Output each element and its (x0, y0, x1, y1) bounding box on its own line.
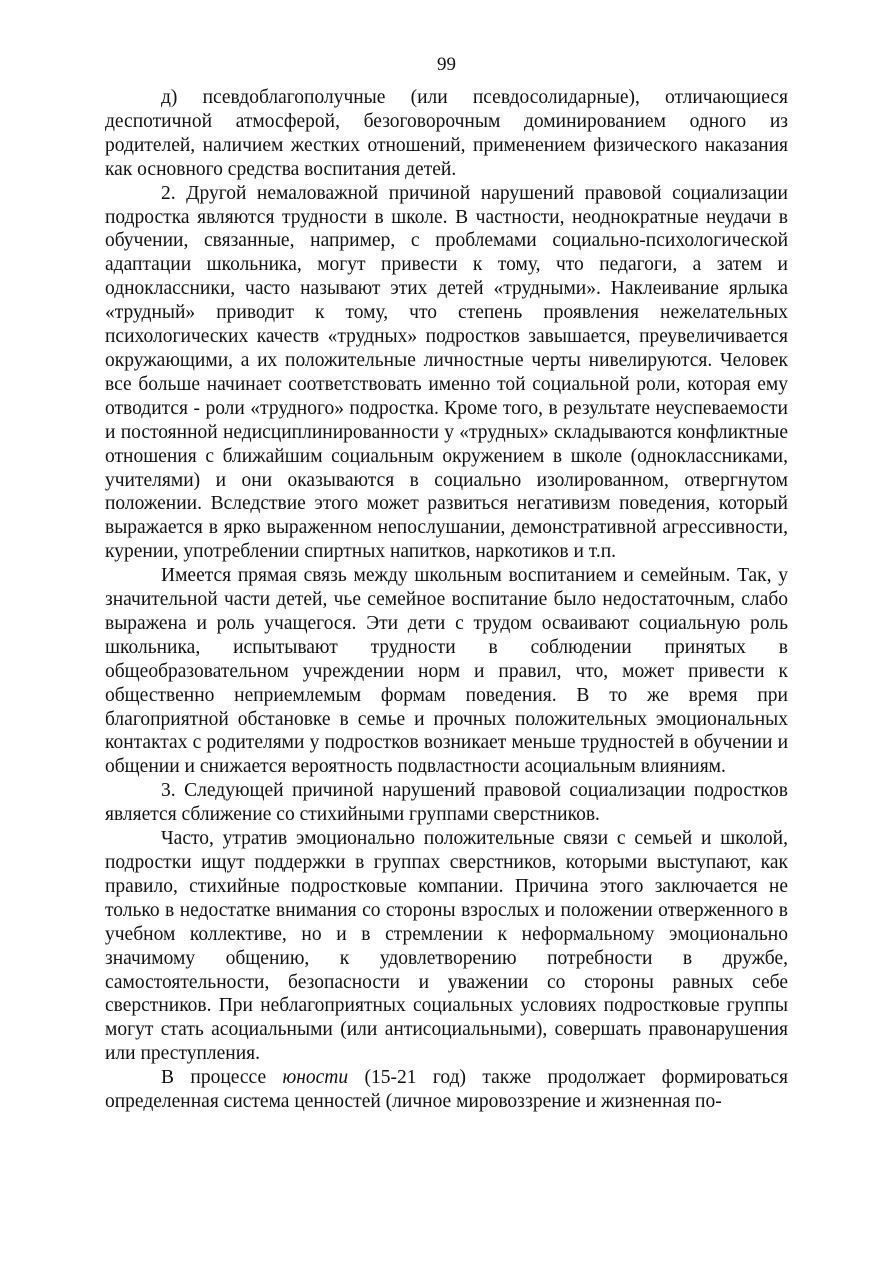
paragraph-youth (105, 1066, 788, 1114)
paragraph-school-difficulties: 2. Другой немаловажной причиной нарушений правовой социализации подростка являются трудности в школе. В частности, неоднократные неудачи в обучении, связанные, например, с проблемами социально-психологической адаптации школьника, могут привести к тому, что педагоги, а затем и одноклассники, часто называют этих детей «трудными». Наклеивание ярлыка «трудный» приводит к тому, что степень проявления нежелательных психологических качеств «трудных» подростков завышается, преувеличивается окружающими, а их положительные личностные черты нивелируются. Человек все больше начинает соответствовать именно той социальной роли, которая ему отводится - роли «трудного» подростка. Кроме того, в результате неуспеваемости и постоянной недисциплинированности у «трудных» складываются конфликтные отношения с ближайшим социальным окружением в школе (одноклассниками, учителями) и они оказываются в социально изолированном, отвергнутом положении. Вследствие этого может развиться негативизм поведения, который выражается в ярко выраженном непослушании, демонстративной агрессивности, курении, употреблении спиртных напитков, наркотиков и т.п. (105, 182, 788, 563)
youth-emphasis: юности (282, 1067, 349, 1089)
paragraph-peer-support: Часто, утратив эмоционально положительные связи с семьей и школой, подростки ищут поддержки в группах сверстников, которыми выступают, как правило, стихийные подростковые компании. Причина этого заключается не только в недостатке внимания со стороны взрослых и положении отверженного в учебном коллективе, но и в стремлении к неформальному эмоционально значимому общению, к удовлетворению потребности в дружбе, самостоятельности, безопасности и уважении со стороны равных себе сверстников. При неблагоприятных социальных условиях подростковые группы могут стать асоциальными (или антисоциальными), совершать правонарушения или преступления. (105, 828, 788, 1065)
youth-text-before: В процессе (161, 1067, 283, 1089)
paragraph-peer-groups: 3. Следующей причиной нарушений правовой социализации подростков является сближение со стихийными группами сверстников. (105, 780, 788, 826)
youth-text-after: (15-21 год) также продолжает формироваться определенная система ценностей (личное мировоззрение и жизненная по- (105, 1067, 788, 1113)
paragraph-school-family-link: Имеется прямая связь между школьным воспитанием и семейным. Так, у значительной части детей, чье семейное воспитание было недостаточным, слабо выражена и роль учащегося. Эти дети с трудом осваивают социальную роль школьника, испытывают трудности в соблюдении принятых в общеобразовательном учреждении норм и правил, что, может привести к общественно неприемлемым формам поведения. В то же время при благоприятной обстановке в семье и прочных положительных эмоциональных контактах с родителями у подростков возникает меньше трудностей в обучении и общении и снижается вероятность подвластности асоциальным влияниям. (105, 565, 788, 778)
page-number: 99 (437, 54, 456, 75)
paragraph-family-types-d: д) псевдоблагополучные (или псевдосолидарные), отличающиеся деспотичной атмосферой, безоговорочным доминированием одного из родителей, наличием жестких отношений, применением физического наказания как основного средства воспитания детей. (105, 87, 788, 180)
body-text (105, 86, 788, 1114)
